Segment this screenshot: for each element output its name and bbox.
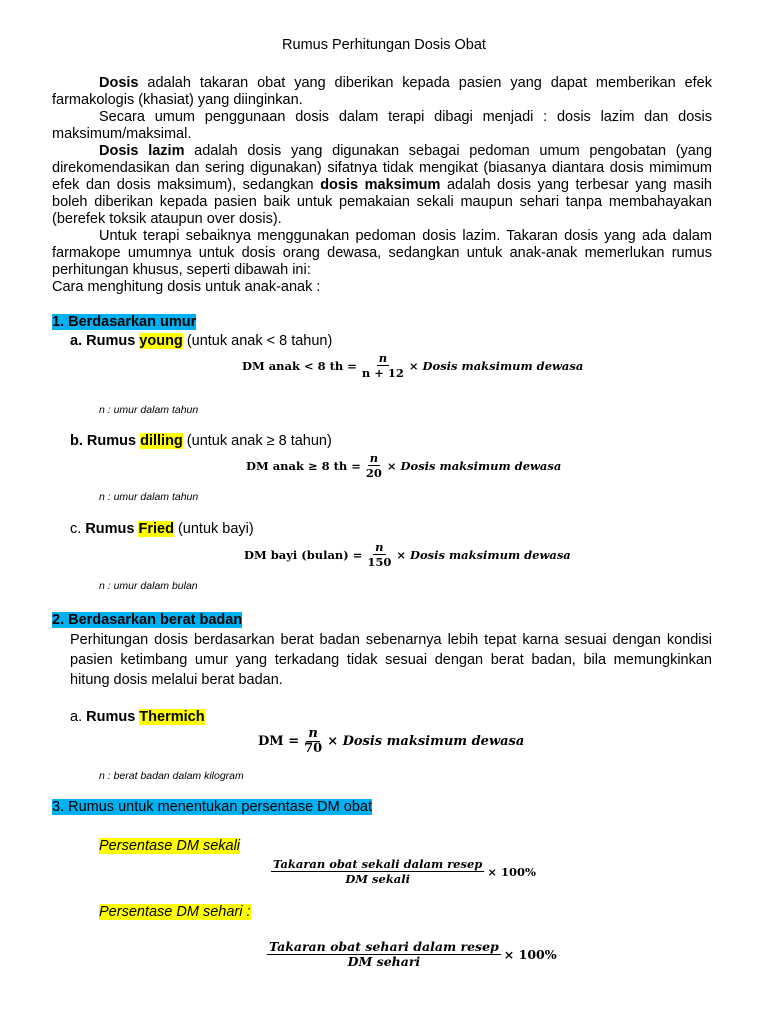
- term-dosis-lazim: Dosis lazim: [99, 143, 185, 159]
- intro-text: [52, 75, 712, 296]
- section-1-heading: 1. Berdasarkan umur: [52, 314, 197, 330]
- young-name: young: [139, 333, 183, 349]
- persentase-sekali-label: Persentase DM sekali: [99, 838, 241, 854]
- section-2-text: Perhitungan dosis berdasarkan berat badan sebenarnya lebih tepat karna sesuai dengan kondisi pasien ketimbang umur yang terkadang tidak sesuai dengan berat badan, bila memungkinkan hitung dosis melalui berat badan.: [70, 632, 712, 688]
- dilling-note: n : umur dalam tahun: [99, 491, 199, 503]
- young-note: n : umur dalam tahun: [99, 404, 199, 416]
- young-title: a. Rumus young (untuk anak < 8 tahun): [70, 333, 333, 349]
- fried-note: n : umur dalam bulan: [99, 580, 198, 592]
- thermich-note: n : berat badan dalam kilogram: [99, 770, 244, 782]
- intro-paragraph-2: Secara umum penggunaan dosis dalam terapi dibagi menjadi : dosis lazim dan dosis maksimum/maksimal.: [52, 109, 712, 142]
- young-formula: DM anak < 8 th = $\frac{n}{n + 12}$ × Dosis maksimum dewasa: [242, 351, 584, 380]
- fried-title: c. Rumus Fried (untuk bayi): [70, 521, 254, 537]
- intro-paragraph-3: Dosis lazim adalah dosis yang digunakan sebagai pedoman umum pengobatan (yang direkomendasikan dan sering digunakan) sifatnya tidak mengikat (biasanya diantara dosis mimimum efek dan dosis maksimum), sedangkan dosis maksimum adalah dosis yang terbesar yang masih boleh diberikan kepada pasien baik untuk pemakaian sekali maupun sehari tanpa membahayakan (berefek toksik ataupun over dosis).: [52, 143, 713, 227]
- dilling-formula: DM anak ≥ 8 th = $\frac{n}{20}$ × Dosis maksimum dewasa: [246, 451, 562, 480]
- intro-paragraph-4: Untuk terapi sebaiknya menggunakan pedoman dosis lazim. Takaran dosis yang ada dalam farmakope umumnya untuk dosis orang dewasa, sedangkan untuk anak-anak memerlukan rumus perhitungan khusus, seperti dibawah ini:: [52, 228, 712, 278]
- thermich-name: Thermich: [139, 709, 205, 725]
- fried-name: Fried: [138, 521, 174, 537]
- dilling-title: b. Rumus dilling (untuk anak ≥ 8 tahun): [70, 433, 332, 449]
- dilling-name: dilling: [140, 433, 183, 449]
- page-title: Rumus Perhitungan Dosis Obat: [282, 37, 486, 53]
- section-2-heading: 2. Berdasarkan berat badan: [52, 612, 243, 628]
- intro-paragraph-5: Cara menghitung dosis untuk anak-anak :: [52, 279, 321, 295]
- intro-paragraph-1: Dosis adalah takaran obat yang diberikan kepada pasien yang dapat memberikan efek farmakologis (khasiat) yang diinginkan.: [52, 75, 712, 108]
- term-dosis-maksimum: dosis maksimum: [320, 177, 441, 193]
- section-3-heading: 3. Rumus untuk menentukan persentase DM obat: [52, 799, 372, 815]
- persentase-sehari-label: Persentase DM sehari :: [99, 904, 251, 920]
- persentase-sekali-formula: $\frac{\text{Takaran obat sekali dalam resep}}{\text{DM sekali}}$ × 100%: [273, 857, 536, 886]
- thermich-title: a. Rumus Thermich: [70, 709, 205, 725]
- persentase-sehari-formula: $\frac{\text{Takaran obat sehari dalam resep}}{\text{DM sehari}}$ × 100%: [269, 939, 557, 969]
- fried-formula: DM bayi (bulan) = $\frac{n}{150}$ × Dosis maksimum dewasa: [244, 540, 571, 569]
- thermich-formula: DM = $\frac{n}{70}$ × Dosis maksimum dewasa: [258, 726, 525, 756]
- term-dosis: Dosis: [99, 75, 139, 91]
